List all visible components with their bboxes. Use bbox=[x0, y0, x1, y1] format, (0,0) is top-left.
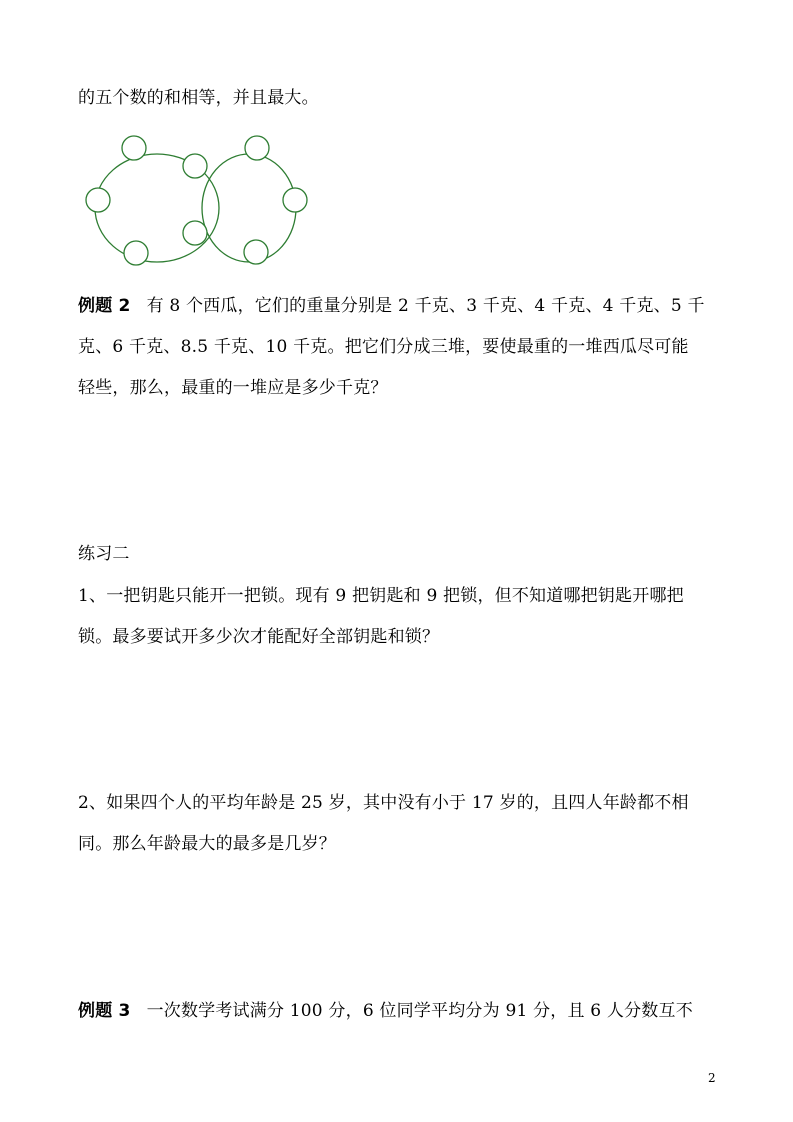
node-center-bottom bbox=[183, 221, 207, 245]
two-circles-diagram bbox=[84, 134, 324, 274]
intro-line: 的五个数的和相等，并且最大。 bbox=[78, 88, 319, 108]
example2-text1: 有 8 个西瓜，它们的重量分别是 2 千克、3 千克、4 千克、4 千克、5 千 bbox=[146, 296, 705, 316]
practice2-q2-line2: 同。那么年龄最大的最多是几岁？ bbox=[78, 834, 336, 854]
page-number: 2 bbox=[708, 1071, 716, 1085]
example3-label: 例题 3 bbox=[78, 1001, 131, 1021]
node-right-top bbox=[245, 136, 269, 160]
example2-line2: 克、6 千克、8.5 千克、10 千克。把它们分成三堆，要使最重的一堆西瓜尽可能 bbox=[78, 337, 689, 357]
node-center-top bbox=[183, 154, 207, 178]
example2-line3: 轻些，那么，最重的一堆应是多少千克？ bbox=[78, 378, 388, 398]
practice2-title: 练习二 bbox=[78, 544, 130, 564]
node-left-bottom bbox=[124, 241, 148, 265]
example3-line1 bbox=[78, 1001, 718, 1021]
practice2-q1-line2: 锁。最多要试开多少次才能配好全部钥匙和锁？ bbox=[78, 627, 440, 647]
node-left-mid bbox=[86, 188, 110, 212]
node-right-mid bbox=[283, 188, 307, 212]
example2-label: 例题 2 bbox=[78, 296, 131, 316]
example3-text1: 一次数学考试满分 100 分，6 位同学平均分为 91 分，且 6 人分数互不 bbox=[146, 1001, 693, 1021]
node-right-bottom bbox=[244, 240, 268, 264]
practice2-q2-line1: 2、如果四个人的平均年龄是 25 岁，其中没有小于 17 岁的，且四人年龄都不相 bbox=[78, 793, 689, 813]
node-left-top bbox=[122, 136, 146, 160]
example2-line1 bbox=[78, 296, 718, 316]
practice2-q1-line1: 1、一把钥匙只能开一把锁。现有 9 把钥匙和 9 把锁，但不知道哪把钥匙开哪把 bbox=[78, 586, 684, 606]
